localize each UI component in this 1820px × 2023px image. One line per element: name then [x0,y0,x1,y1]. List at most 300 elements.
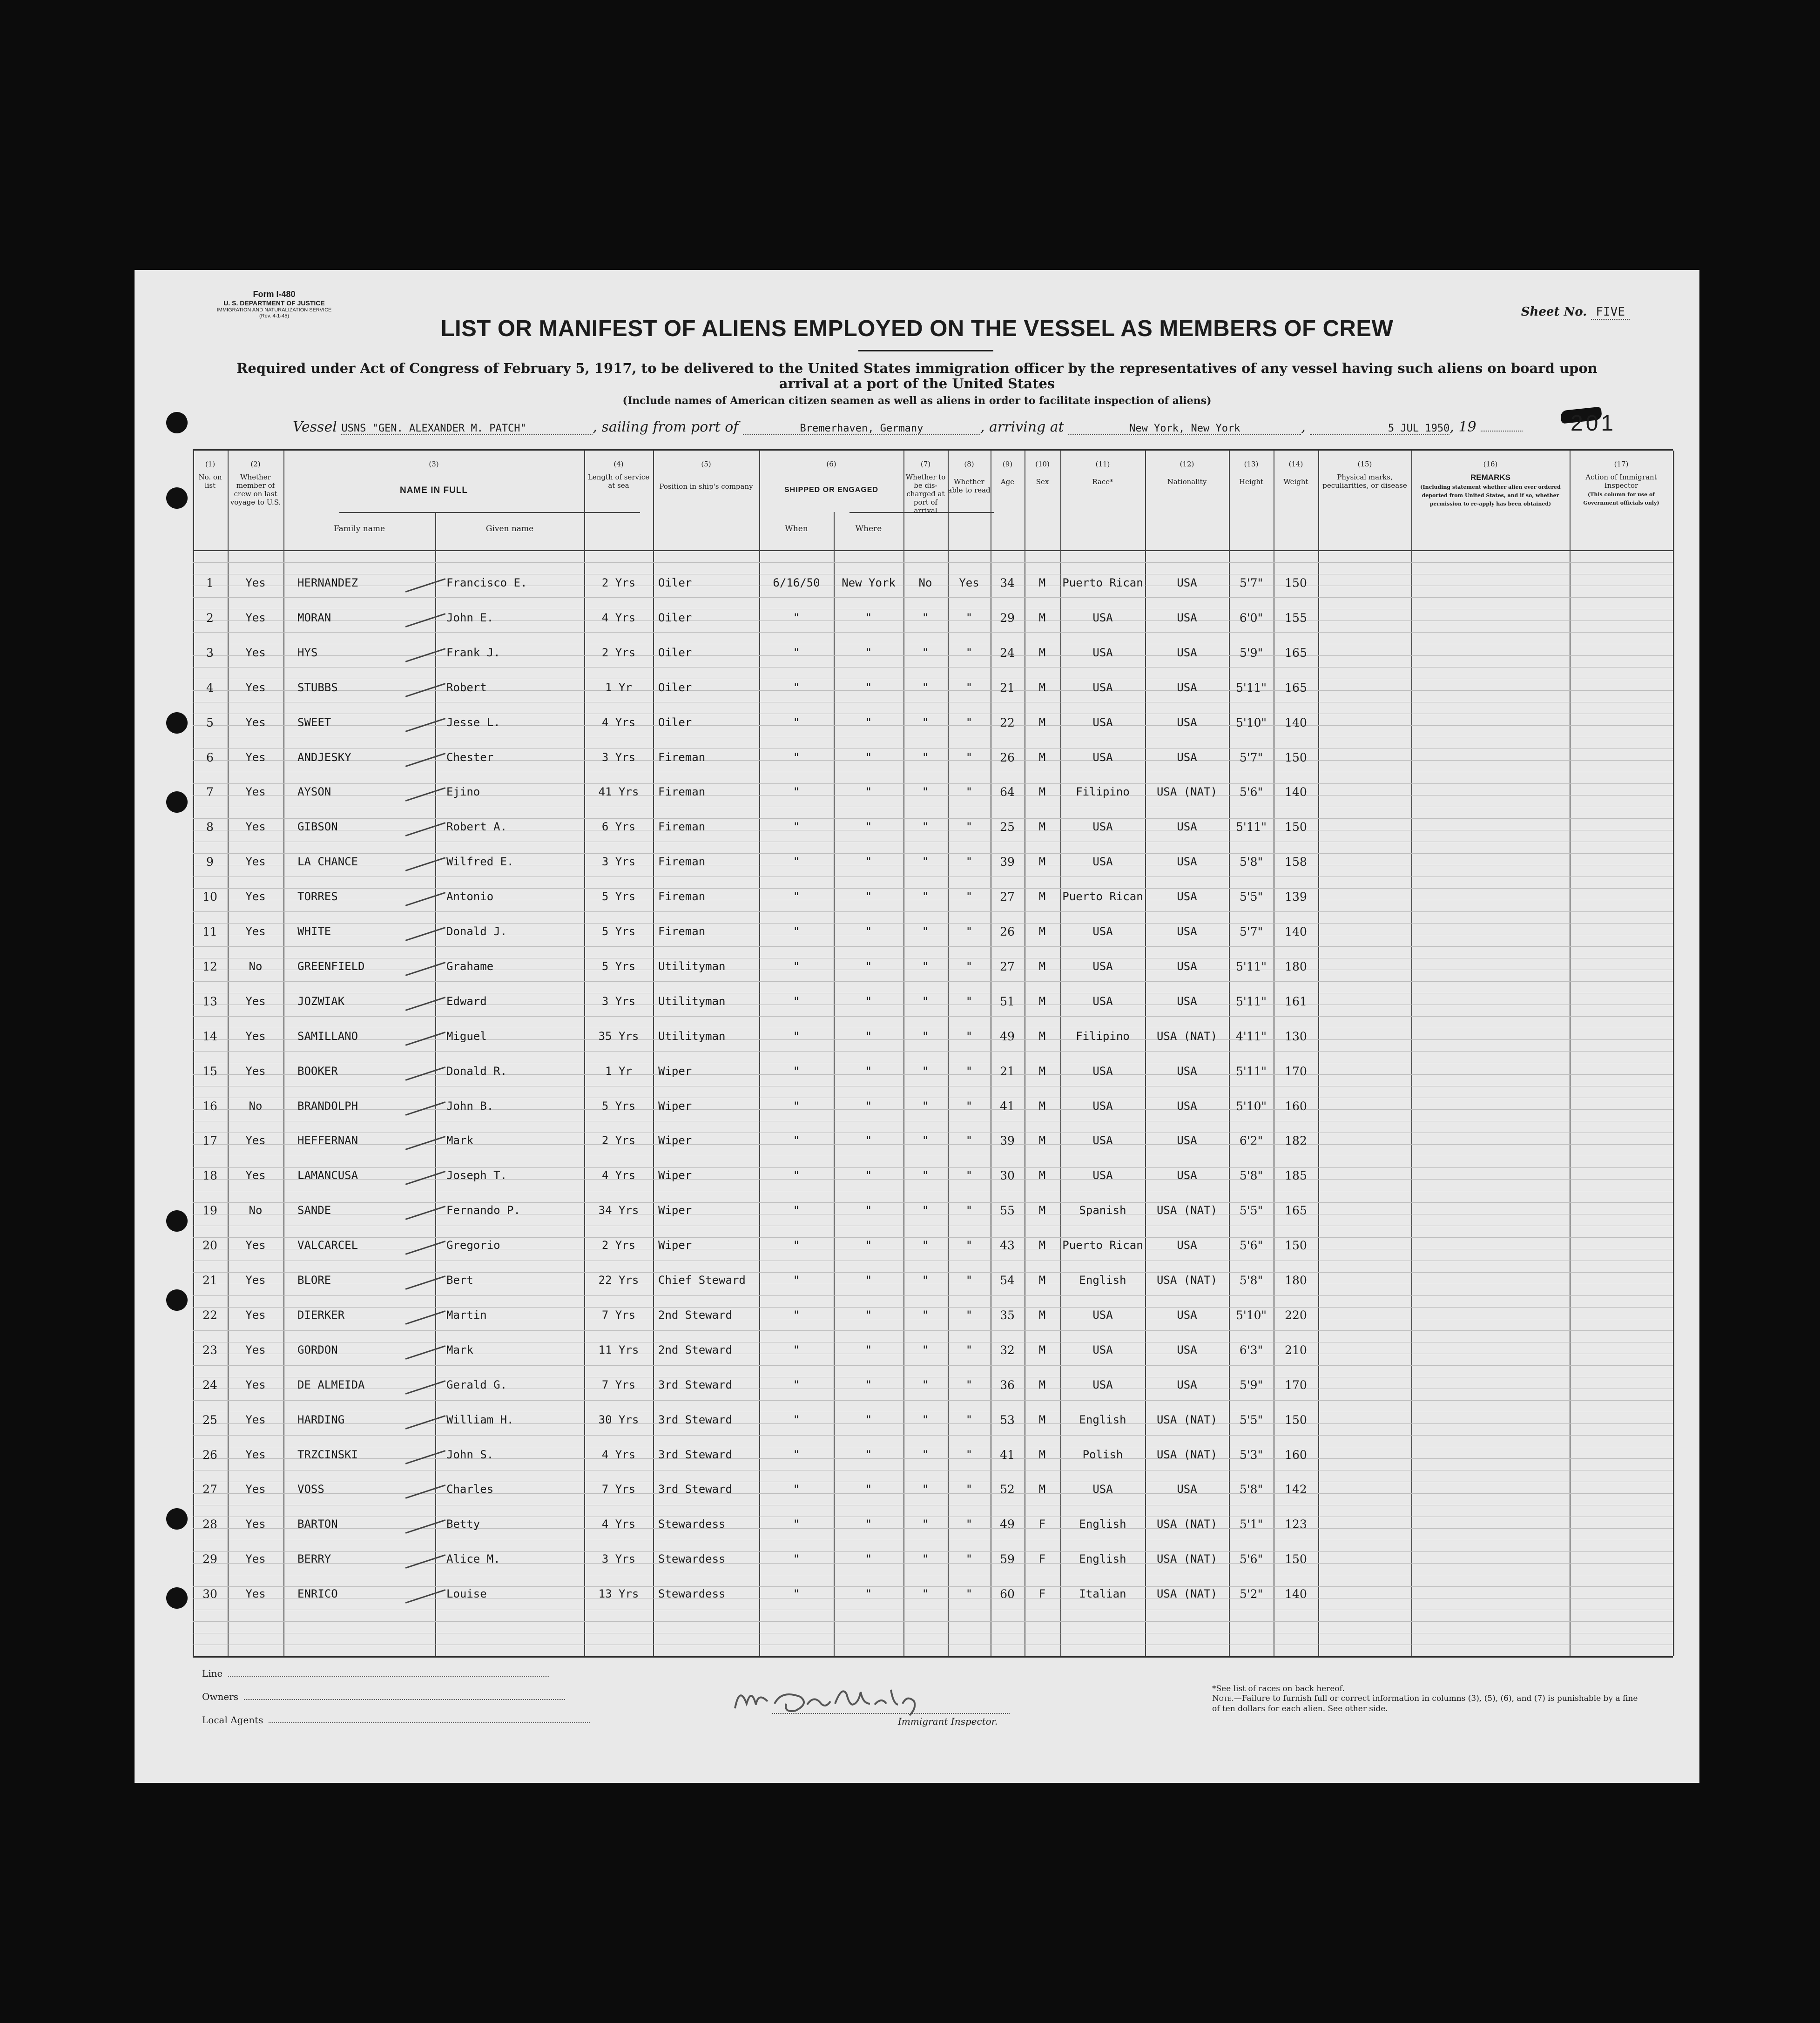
cell-position: Wiper [658,1064,692,1078]
cell-height: 5'10" [1235,1308,1267,1322]
cell-prev-voyage: No [249,959,263,973]
cell-age: 29 [1000,611,1015,625]
cell-service-length: 22 Yrs [598,1274,639,1287]
cell-position: Fireman [658,820,706,834]
cell-sex: M [1038,1029,1046,1043]
ruled-line [193,562,1673,563]
cell-given-name: Frank J. [446,646,500,659]
cell-age: 36 [1000,1378,1015,1392]
ruled-line [193,620,1673,621]
cell-prev-voyage: Yes [245,750,266,764]
cell-prev-voyage: Yes [245,1552,266,1566]
cell-race: USA [1092,1343,1113,1356]
cell-discharged: " [922,681,929,694]
cell-service-length: 34 Yrs [598,1204,639,1217]
cell-row-number: 2 [206,611,214,625]
cell-shipped-where: " [865,1308,872,1322]
cell-service-length: 5 Yrs [601,925,636,938]
cell-height: 5'6" [1239,1552,1263,1566]
cell-position: Wiper [658,1134,692,1147]
cell-nationality: USA (NAT) [1156,1552,1218,1566]
ruled-line [193,1272,1673,1273]
owners-field: Owners [202,1685,590,1708]
cell-prev-voyage: Yes [245,994,266,1008]
cell-nationality: USA [1177,750,1197,764]
cell-prev-voyage: Yes [245,611,266,624]
cell-able-to-read: " [965,1029,973,1043]
column-rule [193,451,194,1656]
cell-given-name: Alice M. [446,1552,500,1566]
cell-able-to-read: " [965,1552,973,1566]
column-rule [903,451,904,1656]
cell-weight: 123 [1285,1517,1307,1531]
cell-family-name: GREENFIELD [297,959,365,973]
cell-age: 41 [1000,1448,1015,1462]
ruled-line [193,667,1673,668]
cell-race: USA [1092,750,1113,764]
cell-race: USA [1092,1134,1113,1147]
cell-able-to-read: " [965,1308,973,1322]
cell-able-to-read: " [965,925,973,938]
cell-family-name: DE ALMEIDA [297,1378,365,1391]
cell-shipped-where: " [865,1448,872,1461]
punch-hole [166,1289,188,1311]
cell-nationality: USA [1177,925,1197,938]
cell-height: 5'8" [1239,855,1263,869]
include-note: (Include names of American citizen seamen as well as aliens in order to facilitate inspection of aliens) [622,395,1212,407]
cell-able-to-read: " [965,1274,973,1287]
name-subheader-rule [339,512,640,513]
column-rule [584,451,585,1656]
cell-sex: M [1038,1204,1046,1217]
cell-age: 27 [1000,959,1015,973]
cell-discharged: " [922,855,929,869]
cell-weight: 140 [1285,925,1307,938]
arrival-date: 5 JUL 1950 [1310,423,1449,435]
form-service: IMMIGRATION AND NATURALIZATION SERVICE [216,307,332,313]
cell-service-length: 5 Yrs [601,890,636,904]
cell-given-name: Robert [446,681,487,694]
cell-sex: M [1038,611,1046,624]
cell-shipped-when: " [793,1448,800,1461]
cell-discharged: " [922,1413,929,1426]
ruled-line [193,1016,1673,1017]
year-blank [1481,431,1523,432]
cell-sex: M [1038,1343,1046,1356]
header-service: (4) Length of service at sea [587,460,650,490]
sheet-number-label: Sheet No. [1521,305,1587,319]
cell-height: 5'11" [1235,681,1267,695]
cell-shipped-when: " [793,1308,800,1322]
cell-position: 3rd Steward [658,1378,732,1391]
cell-discharged: " [922,1552,929,1566]
cell-age: 21 [1000,1064,1015,1078]
cell-height: 5'11" [1235,820,1267,834]
cell-given-name: Ejino [446,785,480,799]
cell-weight: 161 [1285,994,1307,1008]
cell-shipped-when: " [793,1517,800,1531]
cell-discharged: " [922,1134,929,1147]
check-mark [405,822,446,836]
cell-sex: M [1038,1274,1046,1287]
column-rule [1318,451,1319,1656]
cell-height: 5'10" [1235,715,1267,729]
cell-given-name: Donald R. [446,1064,507,1078]
cell-weight: 150 [1285,576,1307,590]
cell-shipped-when: " [793,681,800,694]
cell-sex: M [1038,925,1046,938]
cell-row-number: 10 [202,890,217,904]
ruled-line [193,690,1673,691]
cell-family-name: LA CHANCE [297,855,358,869]
cell-nationality: USA (NAT) [1156,1413,1218,1426]
cell-service-length: 11 Yrs [598,1343,639,1356]
cell-shipped-where: " [865,1029,872,1043]
check-mark [405,1380,446,1395]
ruled-line [193,1493,1673,1494]
ruled-line [193,888,1673,889]
footer-labels [202,1662,590,1732]
cell-shipped-where: " [865,646,872,659]
cell-given-name: John B. [446,1099,494,1113]
cell-race: USA [1092,855,1113,869]
check-mark [405,857,446,871]
cell-able-to-read: " [965,1448,973,1461]
cell-row-number: 14 [202,1029,217,1043]
cell-nationality: USA [1177,994,1197,1008]
ruled-line [193,1051,1673,1052]
cell-row-number: 30 [202,1587,217,1601]
header-where: Where [855,524,882,533]
cell-prev-voyage: Yes [245,1483,266,1496]
cell-shipped-when: " [793,715,800,729]
cell-position: Fireman [658,785,706,799]
cell-height: 5'9" [1239,1378,1263,1392]
cell-given-name: Jesse L. [446,715,500,729]
cell-prev-voyage: Yes [245,1378,266,1391]
cell-row-number: 27 [202,1483,217,1497]
column-rule [1229,451,1230,1656]
cell-service-length: 3 Yrs [601,994,636,1008]
cell-family-name: SANDE [297,1204,331,1217]
cell-position: Stewardess [658,1517,726,1531]
check-mark [405,927,446,941]
cell-position: 2nd Steward [658,1343,732,1356]
cell-shipped-when: " [793,820,800,834]
cell-service-length: 6 Yrs [601,820,636,834]
cell-weight: 165 [1285,1204,1307,1218]
arriving-label: , arriving at [980,419,1064,435]
cell-family-name: TORRES [297,890,338,904]
cell-shipped-where: " [865,1239,872,1252]
cell-race: USA [1092,1169,1113,1182]
cell-row-number: 25 [202,1413,217,1427]
cell-prev-voyage: Yes [245,1274,266,1287]
ruled-line [193,760,1673,761]
cell-service-length: 1 Yr [605,1064,632,1078]
cell-nationality: USA [1177,1343,1197,1356]
cell-height: 5'7" [1239,925,1263,938]
cell-row-number: 12 [202,959,217,973]
cell-weight: 130 [1285,1029,1307,1043]
note-text: —Failure to furnish full or correct information in columns (3), (5), (6), and (7) is punishable by a fine of ten dollars for each alien. See other side. [1212,1694,1638,1713]
title-rule [858,350,993,351]
cell-nationality: USA (NAT) [1156,1448,1218,1461]
cell-nationality: USA [1177,959,1197,973]
cell-nationality: USA [1177,611,1197,624]
cell-height: 5'5" [1239,1413,1263,1427]
cell-prev-voyage: Yes [245,715,266,729]
header-rule [193,550,1673,551]
cell-nationality: USA [1177,1169,1197,1182]
cell-service-length: 13 Yrs [598,1587,639,1601]
cell-age: 41 [1000,1099,1015,1113]
cell-prev-voyage: Yes [245,1239,266,1252]
cell-nationality: USA [1177,855,1197,869]
check-mark [405,1136,446,1151]
cell-discharged: " [922,785,929,799]
cell-sex: M [1038,1448,1046,1461]
cell-row-number: 18 [202,1169,217,1183]
cell-nationality: USA [1177,1064,1197,1078]
cell-discharged: " [922,715,929,729]
header-name: NAME IN FULL [399,486,468,495]
cell-discharged: " [922,1308,929,1322]
cell-service-length: 35 Yrs [598,1029,639,1043]
cell-prev-voyage: Yes [245,785,266,799]
cell-position: Utilityman [658,959,726,973]
cell-able-to-read: " [965,611,973,624]
ruled-line [193,1237,1673,1238]
cell-sex: M [1038,1239,1046,1252]
cell-sex: F [1038,1552,1046,1566]
cell-able-to-read: " [965,855,973,869]
check-mark [405,1032,446,1046]
sailing-label: , sailing from port of [593,419,739,435]
header-no: (1) No. on list [198,460,222,490]
cell-prev-voyage: Yes [245,855,266,869]
form-department: U. S. DEPARTMENT OF JUSTICE [223,299,325,307]
cell-age: 24 [1000,646,1015,660]
cell-position: Fireman [658,855,706,869]
cell-position: 3rd Steward [658,1483,732,1496]
cell-race: USA [1092,820,1113,834]
cell-able-to-read: " [965,820,973,834]
cell-age: 25 [1000,820,1015,834]
punch-hole [166,412,188,433]
cell-sex: M [1038,785,1046,799]
cell-nationality: USA [1177,890,1197,904]
cell-nationality: USA [1177,576,1197,589]
cell-discharged: " [922,1587,929,1601]
cell-shipped-where: " [865,1064,872,1078]
cell-shipped-where: " [865,785,872,799]
cell-service-length: 4 Yrs [601,611,636,624]
ruled-line [193,725,1673,726]
cell-family-name: BERRY [297,1552,331,1566]
cell-given-name: Robert A. [446,820,507,834]
cell-age: 27 [1000,890,1015,904]
cell-discharged: " [922,1448,929,1461]
check-mark [405,1066,446,1081]
cell-age: 34 [1000,576,1015,590]
ruled-line [193,923,1673,924]
cell-discharged: " [922,925,929,938]
cell-shipped-when: " [793,1099,800,1113]
punch-hole [166,1210,188,1232]
cell-shipped-where: " [865,611,872,624]
cell-shipped-where: " [865,855,872,869]
cell-sex: M [1038,1169,1046,1182]
ruled-line [193,1295,1673,1296]
cell-position: Fireman [658,750,706,764]
cell-weight: 180 [1285,959,1307,973]
cell-nationality: USA [1177,715,1197,729]
cell-race: Filipino [1076,1029,1130,1043]
cell-age: 49 [1000,1029,1015,1043]
check-mark [405,1519,446,1534]
cell-service-length: 2 Yrs [601,1239,636,1252]
cell-service-length: 4 Yrs [601,1517,636,1531]
cell-nationality: USA [1177,1099,1197,1113]
cell-shipped-where: " [865,1378,872,1391]
voyage-line: Vessel USNS "GEN. ALEXANDER M. PATCH" , sailing from port of Bremerhaven, Germany , arriving at New York, New York , 5 JUL 1950, 19 [293,419,1523,435]
cell-height: 5'10" [1235,1099,1267,1113]
cell-shipped-when: " [793,925,800,938]
cell-race: Puerto Rican [1062,1239,1143,1252]
header-position: (5) Position in ship's company [659,460,753,491]
cell-family-name: JOZWIAK [297,994,345,1008]
check-mark [405,1101,446,1116]
cell-shipped-when: " [793,1134,800,1147]
cell-given-name: Donald J. [446,925,507,938]
cell-height: 5'3" [1239,1448,1263,1462]
cell-able-to-read: " [965,1204,973,1217]
cell-prev-voyage: Yes [245,576,266,589]
cell-sex: M [1038,1413,1046,1426]
cell-nationality: USA (NAT) [1156,1274,1218,1287]
cell-prev-voyage: Yes [245,681,266,694]
ruled-line [193,1435,1673,1436]
inspector-signature-line [772,1713,1010,1714]
column-rule [948,451,949,1656]
cell-able-to-read: " [965,1343,973,1356]
cell-height: 5'2" [1239,1587,1263,1601]
cell-race: USA [1092,715,1113,729]
cell-family-name: TRZCINSKI [297,1448,358,1461]
cell-shipped-where: " [865,1343,872,1356]
cell-age: 54 [1000,1274,1015,1287]
header-prev-voyage: (2) Whether member of crew on last voyage to U.S. [230,460,281,506]
cell-age: 39 [1000,1134,1015,1148]
check-mark [405,1554,446,1569]
cell-race: English [1079,1552,1126,1566]
cell-able-to-read: " [965,715,973,729]
cell-weight: 150 [1285,750,1307,764]
cell-row-number: 17 [202,1134,217,1148]
cell-weight: 170 [1285,1064,1307,1078]
cell-nationality: USA (NAT) [1156,1587,1218,1601]
header-physical-marks: (15) Physical marks, peculiarities, or disease [1322,460,1407,490]
cell-height: 6'0" [1239,611,1263,625]
cell-prev-voyage: Yes [245,1517,266,1531]
note-label: Note. [1212,1694,1234,1704]
cell-race: English [1079,1517,1126,1531]
punch-hole [166,1508,188,1530]
cell-sex: M [1038,820,1046,834]
cell-discharged: " [922,1029,929,1043]
cell-shipped-when: " [793,959,800,973]
cell-nationality: USA [1177,1483,1197,1496]
ruled-line [193,1144,1673,1145]
cell-race: Italian [1079,1587,1126,1601]
ruled-line [193,632,1673,633]
cell-shipped-where: " [865,820,872,834]
cell-shipped-where: " [865,1552,872,1566]
cell-sex: M [1038,1134,1046,1147]
cell-position: Wiper [658,1099,692,1113]
cell-discharged: " [922,1483,929,1496]
ruled-line [193,1423,1673,1424]
cell-prev-voyage: No [249,1099,263,1113]
cell-family-name: BLORE [297,1274,331,1287]
cell-family-name: HEFFERNAN [297,1134,358,1147]
cell-discharged: No [918,576,932,589]
cell-service-length: 4 Yrs [601,1169,636,1182]
cell-discharged: " [922,646,929,659]
cell-race: Spanish [1079,1204,1126,1217]
cell-shipped-when: " [793,611,800,624]
cell-age: 59 [1000,1552,1015,1566]
cell-shipped-where: " [865,1134,872,1147]
cell-able-to-read: " [965,1413,973,1426]
cell-race: Polish [1082,1448,1123,1461]
cell-family-name: STUBBS [297,681,338,694]
check-mark [405,788,446,802]
cell-able-to-read: " [965,959,973,973]
cell-weight: 160 [1285,1099,1307,1113]
cell-height: 5'8" [1239,1169,1263,1183]
cell-able-to-read: " [965,681,973,694]
cell-service-length: 3 Yrs [601,855,636,869]
cell-family-name: DIERKER [297,1308,345,1322]
cell-row-number: 9 [206,855,214,869]
ruled-line [193,911,1673,912]
cell-height: 4'11" [1235,1029,1267,1043]
cell-shipped-where: " [865,1204,872,1217]
cell-height: 5'11" [1235,1064,1267,1078]
ruled-line [193,795,1673,796]
header-height: (13) Height [1239,460,1264,486]
cell-family-name: GIBSON [297,820,338,834]
cell-able-to-read: " [965,1134,973,1147]
cell-discharged: " [922,890,929,904]
cell-shipped-when: " [793,785,800,799]
cell-weight: 150 [1285,820,1307,834]
cell-shipped-where: " [865,994,872,1008]
cell-given-name: John E. [446,611,494,624]
check-mark [405,1171,446,1185]
cell-race: Puerto Rican [1062,576,1143,589]
cell-row-number: 13 [202,994,217,1008]
cell-position: Chief Steward [658,1274,746,1287]
cell-age: 49 [1000,1517,1015,1531]
cell-age: 51 [1000,994,1015,1008]
cell-able-to-read: " [965,785,973,799]
cell-family-name: GORDON [297,1343,338,1356]
header-age: (9) Age [1000,460,1015,486]
cell-able-to-read: " [965,1169,973,1182]
